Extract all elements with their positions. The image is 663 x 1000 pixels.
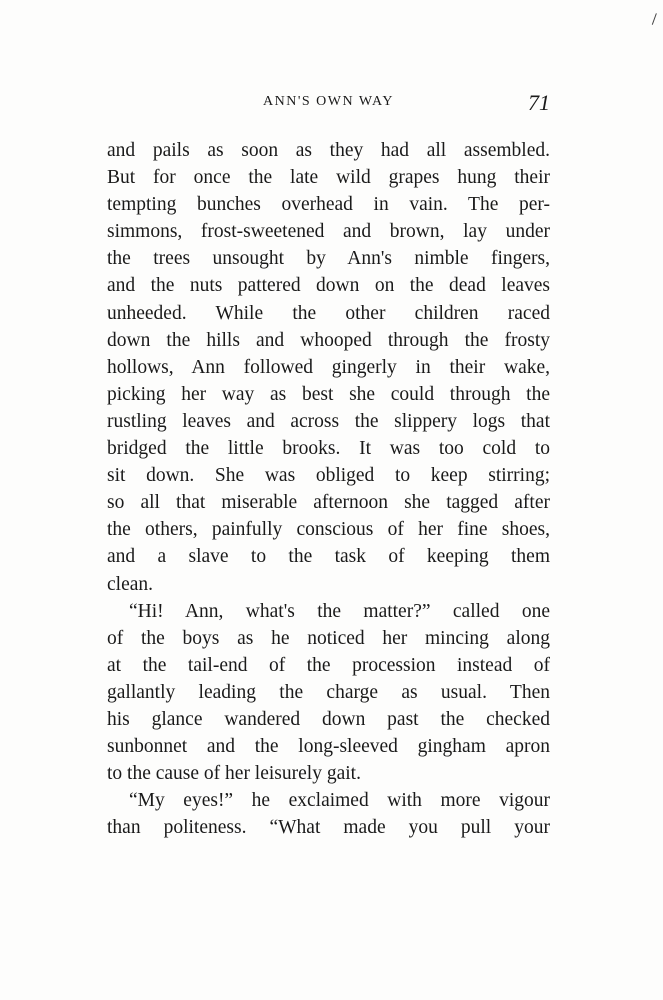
margin-mark <box>646 11 657 25</box>
text-line: down the hills and whooped through the frosty <box>107 329 550 351</box>
text-line: tempting bunches overhead in vain. The per- <box>107 194 550 216</box>
running-title: ANN'S OWN WAY <box>263 94 394 109</box>
running-head <box>107 90 550 116</box>
body-text <box>107 137 550 841</box>
text-line: his glance wandered down past the checked <box>107 708 550 730</box>
text-line: sunbonnet and the long-sleeved gingham apron <box>107 736 550 758</box>
text-line: at the tail-end of the procession instead of <box>107 654 550 676</box>
text-line: the trees unsought by Ann's nimble fingers, <box>107 248 550 270</box>
text-line: gallantly leading the charge as usual. Then <box>107 681 550 703</box>
text-line: so all that miserable afternoon she tagged after <box>107 492 550 514</box>
text-line: clean. <box>107 573 154 595</box>
text-line: than politeness. “What made you pull your <box>107 817 550 839</box>
text-line: the others, painfully conscious of her fine shoes, <box>107 519 550 541</box>
page-number: 71 <box>528 90 550 115</box>
text-line: and a slave to the task of keeping them <box>107 546 550 568</box>
text-line: simmons, frost-sweetened and brown, lay under <box>107 221 550 243</box>
text-line: and the nuts pattered down on the dead leaves <box>107 275 550 297</box>
text-line: unheeded. While the other children raced <box>107 302 550 324</box>
text-line: hollows, Ann followed gingerly in their wake, <box>107 356 550 378</box>
text-line: “Hi! Ann, what's the matter?” called one <box>129 600 550 622</box>
text-line: to the cause of her leisurely gait. <box>107 763 361 785</box>
text-line: and pails as soon as they had all assembled. <box>107 140 550 161</box>
text-line: picking her way as best she could through the <box>107 383 550 405</box>
text-line: rustling leaves and across the slippery logs that <box>107 410 550 432</box>
text-line: sit down. She was obliged to keep stirring; <box>107 465 550 487</box>
text-line: “My eyes!” he exclaimed with more vigour <box>129 790 550 812</box>
text-line: bridged the little brooks. It was too cold to <box>107 438 550 460</box>
text-line: But for once the late wild grapes hung their <box>107 167 550 189</box>
text-line: of the boys as he noticed her mincing along <box>107 627 550 649</box>
